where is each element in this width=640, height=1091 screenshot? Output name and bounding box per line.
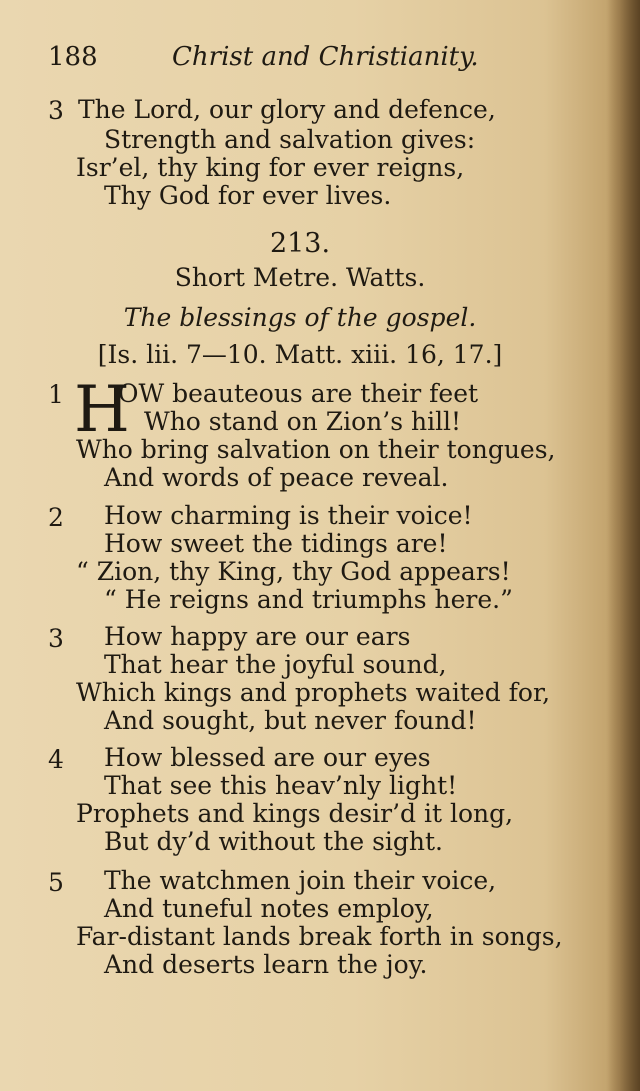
- verse-line: Strength and salvation gives:: [104, 125, 476, 154]
- verse-line: That hear the joyful sound,: [104, 650, 447, 679]
- verse-number: 3: [48, 624, 64, 653]
- verse-line: OW beauteous are their feet: [118, 379, 479, 408]
- verse-line: Isr’el, thy king for ever reigns,: [76, 153, 465, 182]
- verse-line: “ Zion, thy King, thy God appears!: [76, 557, 511, 586]
- hymn-meter: Short Metre. Watts.: [174, 263, 426, 292]
- verse-line: How sweet the tidings are!: [104, 529, 448, 558]
- verse-number: 5: [48, 868, 64, 897]
- hymn-subject: The blessings of the gospel.: [123, 303, 477, 332]
- verse-line: Who bring salvation on their tongues,: [76, 435, 556, 464]
- scripture-reference: [Is. lii. 7—10. Matt. xiii. 16, 17.]: [97, 340, 503, 369]
- running-header: [48, 42, 608, 82]
- verse-line: And deserts learn the joy.: [104, 950, 428, 979]
- verse-line: And sought, but never found!: [104, 706, 477, 735]
- verse-line: And words of peace reveal.: [104, 463, 449, 492]
- verse-line: Thy God for ever lives.: [104, 181, 392, 210]
- verse-number: 4: [48, 745, 64, 774]
- running-title: Christ and Christianity.: [172, 42, 479, 72]
- verse-line: “ He reigns and triumphs here.”: [104, 585, 513, 614]
- verse-line: That see this heav’nly light!: [104, 771, 458, 800]
- verse-line: Who stand on Zion’s hill!: [144, 407, 462, 436]
- verse-line: How charming is their voice!: [104, 501, 473, 530]
- verse-number: 1: [48, 380, 64, 409]
- verse-line: The watchmen join their voice,: [104, 866, 497, 895]
- verse-line: How happy are our ears: [104, 622, 411, 651]
- hymn-number: 213.: [269, 228, 331, 259]
- verse-number: 3: [48, 96, 64, 125]
- verse-line: How blessed are our eyes: [104, 743, 431, 772]
- verse-line: But dy’d without the sight.: [104, 827, 443, 856]
- page-edge-shadow: [606, 0, 640, 1091]
- verse-line: Prophets and kings desir’d it long,: [76, 799, 514, 828]
- page-number: 188: [48, 42, 98, 72]
- verse-line: Which kings and prophets waited for,: [76, 678, 551, 707]
- verse-line: The Lord, our glory and defence,: [78, 95, 496, 124]
- verse-line: Far-distant lands break forth in songs,: [76, 922, 563, 951]
- verse-number: 2: [48, 503, 64, 532]
- verse-line: And tuneful notes employ,: [104, 894, 434, 923]
- drop-cap: H: [74, 373, 130, 447]
